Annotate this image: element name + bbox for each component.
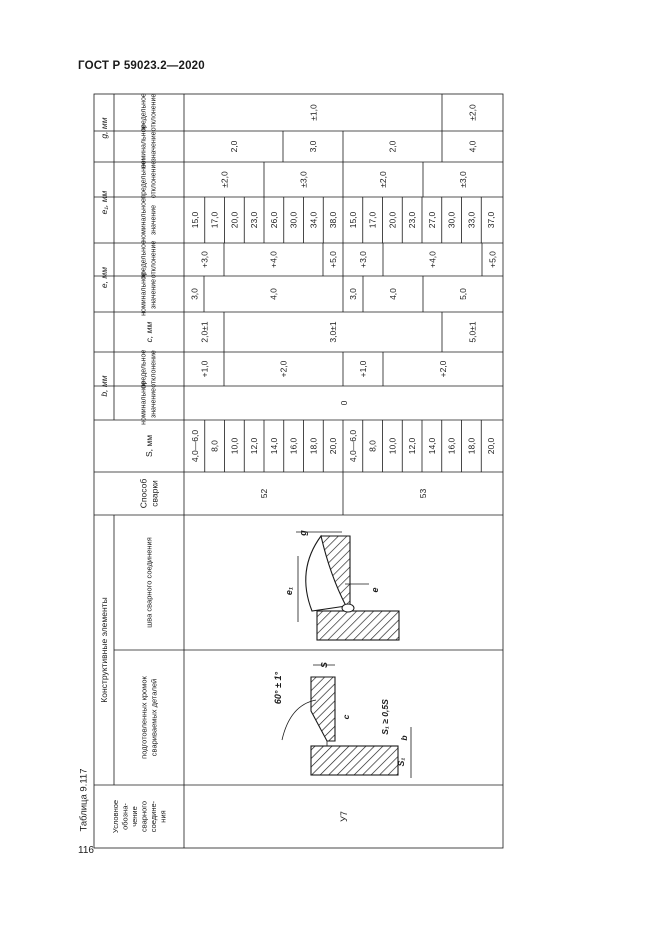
header-c: c, мм	[144, 321, 154, 343]
g-nominal: 3,0	[308, 140, 318, 153]
e1-nominal-value: 33,0	[466, 211, 477, 229]
e-nominal: 3,0	[189, 288, 200, 300]
e-tolerance: +3,0	[358, 251, 368, 268]
s-value: 8,0	[367, 440, 378, 452]
beveled-plate	[311, 677, 335, 741]
e-nominal: 5,0	[458, 288, 468, 300]
header-e1: e₁, мм	[99, 190, 109, 215]
header-designation: Условное	[110, 799, 120, 834]
b-tolerance: +2,0	[438, 360, 448, 378]
g-nominal: 2,0	[387, 140, 398, 153]
s-value: 4,0—6,0	[347, 429, 358, 463]
g-nominal: 2,0	[229, 140, 239, 153]
s-value: 18,0	[466, 437, 477, 455]
e1-nominal-value: 15,0	[189, 211, 200, 229]
s-value: 10,0	[229, 437, 240, 455]
e-nominal: 3,0	[348, 288, 358, 300]
header-weld-seam: шва сварного соединения	[144, 537, 154, 628]
e1-nominal-value: 30,0	[446, 211, 457, 229]
bottom-plate	[317, 611, 399, 640]
e1-nominal-value: 23,0	[249, 211, 260, 229]
e1-label: e₁	[284, 586, 294, 596]
subheader-nominal: номинальное	[140, 124, 148, 169]
e-nominal: 4,0	[268, 288, 279, 300]
root-reinforcement	[342, 604, 354, 612]
s-value: 20,0	[328, 437, 339, 455]
e-nominal: 4,0	[388, 288, 398, 300]
e1-tolerance: ±3,0	[298, 171, 309, 188]
s-value: 14,0	[268, 437, 279, 455]
page-number: 116	[78, 845, 94, 856]
bottom-plate	[311, 746, 398, 775]
header-method: Способ	[138, 478, 149, 509]
method-52: 52	[259, 488, 269, 499]
subheader-nominal: номинальное	[140, 272, 148, 316]
s-value: 20,0	[486, 437, 497, 455]
table-caption: Таблица 9.117	[78, 768, 90, 832]
subheader-nominal: номинальное	[140, 381, 148, 425]
header-e: e, мм	[99, 266, 109, 289]
e1-nominal-value: 30,0	[288, 211, 299, 229]
e1-nominal-value: 37,0	[486, 211, 497, 229]
subheader-tolerance: предельное	[140, 160, 148, 199]
e-tolerance: +5,0	[487, 251, 498, 268]
header-structural: Конструктивные элементы	[99, 597, 109, 703]
angle-label: 60° ± 1°	[273, 671, 283, 705]
header-prepared-edges: свариваемых деталей	[149, 678, 159, 757]
subheader-nominal: значение	[150, 278, 158, 310]
header-prepared-edges: подготовленных кромок	[139, 676, 149, 759]
s-value: 4,0—6,0	[189, 429, 200, 463]
e-tolerance: +4,0	[268, 251, 279, 268]
e1-nominal-value: 26,0	[268, 211, 279, 229]
subheader-tolerance: предельное	[140, 349, 148, 389]
e1-nominal-value: 34,0	[308, 211, 319, 229]
g-label: g	[298, 530, 308, 536]
c-value: 3,0±1	[328, 321, 338, 343]
header-designation: соедине-	[148, 800, 158, 833]
s-value: 12,0	[407, 437, 418, 455]
s-value: 8,0	[209, 440, 220, 452]
e1-nominal-value: 17,0	[367, 211, 378, 229]
subheader-nominal: значение	[150, 387, 158, 419]
c-label: c	[341, 714, 351, 720]
c-value: 5,0±1	[467, 321, 478, 343]
e1-nominal-value: 23,0	[407, 211, 418, 229]
subheader-nominal: значение	[150, 131, 158, 162]
subheader-tolerance: отклонение	[150, 160, 158, 199]
method-53: 53	[418, 488, 428, 499]
page-header: ГОСТ Р 59023.2—2020	[78, 60, 205, 72]
header-designation: сварного	[139, 800, 149, 833]
weld-drawings	[273, 530, 411, 778]
s1-relation-label: S₁ ≥ 0,5S	[380, 699, 390, 735]
e1-nominal-value: 27,0	[426, 211, 437, 229]
e1-nominal-value: 17,0	[209, 211, 220, 229]
s-value: 10,0	[387, 437, 398, 455]
s-value: 12,0	[249, 437, 260, 455]
b-label: b	[399, 735, 409, 741]
subheader-tolerance: отклонение	[150, 240, 158, 279]
designation-value: У7	[339, 811, 349, 822]
e1-tolerance: ±2,0	[378, 171, 388, 188]
subheader-nominal: значение	[150, 204, 158, 236]
e1-nominal-value: 38,0	[328, 211, 339, 229]
b-tolerance: +1,0	[199, 360, 210, 378]
s1-label: S₁	[396, 757, 406, 767]
e1-nominal-value: 20,0	[229, 211, 240, 229]
e-tolerance: +5,0	[328, 251, 338, 268]
prepared-edges-drawing	[273, 662, 411, 778]
subheader-tolerance: отклонение	[150, 350, 158, 388]
b-nominal: 0	[339, 400, 349, 406]
s-value: 14,0	[426, 437, 437, 455]
e1-nominal-value: 20,0	[387, 211, 398, 229]
e-tolerance: +3,0	[199, 251, 210, 268]
s-dim-label: S	[319, 662, 329, 668]
subheader-nominal: номинальное	[140, 198, 148, 242]
e-label: e	[370, 587, 380, 593]
e1-tolerance: ±3,0	[458, 171, 468, 188]
s-value: 16,0	[446, 437, 457, 455]
header-designation: чение	[129, 806, 139, 827]
header-g: g, мм	[99, 117, 109, 139]
subheader-tolerance: предельное	[140, 93, 148, 132]
header-s: S, мм	[144, 434, 154, 458]
subheader-tolerance: предельное	[140, 240, 148, 279]
s-value: 16,0	[288, 437, 299, 455]
c-value: 2,0±1	[199, 321, 210, 343]
b-tolerance: +2,0	[278, 360, 289, 378]
e1-tolerance: ±2,0	[219, 171, 230, 188]
g-nominal: 4,0	[467, 140, 478, 153]
header-designation: обозна-	[120, 803, 130, 830]
subheader-tolerance: отклонение	[150, 93, 158, 132]
header-designation: ния	[158, 810, 168, 823]
e1-nominal-value: 15,0	[347, 211, 358, 229]
g-tolerance: ±2,0	[467, 104, 478, 121]
g-tolerance: ±1,0	[308, 104, 319, 121]
weld-seam-drawing	[284, 530, 399, 640]
s-value: 18,0	[308, 437, 319, 455]
header-method: сварки	[149, 480, 160, 507]
b-tolerance: +1,0	[358, 360, 368, 378]
header-b: b, мм	[99, 375, 109, 397]
e-tolerance: +4,0	[427, 251, 438, 268]
